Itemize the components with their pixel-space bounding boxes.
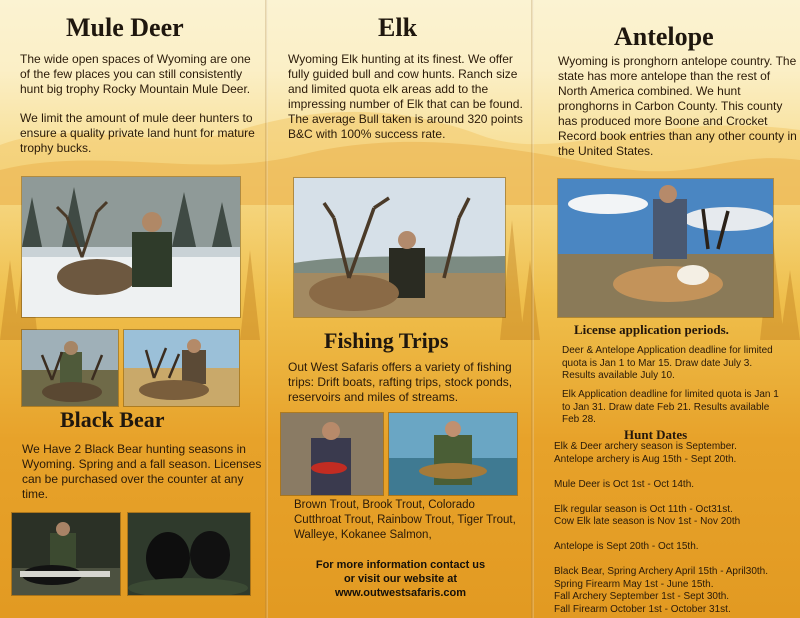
panel-mule-deer-bear — [0, 0, 265, 618]
hunt-date-line: Black Bear, Spring Archery April 15th - April30th. — [554, 566, 768, 577]
fishing-paragraph: Out West Safaris offers a variety of fishing trips: Drift boats, rafting trips, stock ponds, reservoirs and miles of streams. — [288, 360, 513, 404]
black-bear-title: Black Bear — [60, 407, 165, 432]
hunt-date-line — [554, 529, 794, 542]
antelope-title: Antelope — [614, 22, 714, 51]
deer-hunter-photo-2 — [123, 329, 240, 407]
hunt-date-line — [554, 466, 794, 479]
hunt-dates-list — [554, 441, 794, 616]
antelope-paragraph: Wyoming is pronghorn antelope country. The state has more antelope than the rest of North America combined. We hunt pronghorns in Carbon County. This county has produced more Boone and Crocket Record book entries than any other county in the United States. — [558, 54, 797, 158]
license-periods-title: License application periods. — [574, 322, 729, 337]
elk-photo — [293, 177, 506, 318]
hunt-date-line — [554, 554, 794, 567]
elk-title: Elk — [378, 13, 418, 42]
hunt-date-line — [554, 491, 794, 504]
hunt-date-line: Fall Archery September 1st - Sept 30th. — [554, 591, 730, 602]
contact-line-1: For more information contact us — [315, 559, 486, 571]
fishing-trips-title: Fishing Trips — [324, 328, 449, 353]
deer-hunter-photo — [21, 329, 119, 407]
mule-deer-title: Mule Deer — [66, 13, 184, 42]
hunt-date-line: Mule Deer is Oct 1st - Oct 14th. — [554, 478, 695, 490]
black-bear-night-photo — [127, 512, 251, 596]
black-bear-paragraph: We Have 2 Black Bear hunting seasons in Wyoming. Spring and a fall season. Licenses can be purchased over the counter at any time. — [22, 442, 262, 501]
website-link[interactable]: www.outwestsafaris.com — [334, 587, 467, 599]
fishing-photo-1 — [280, 412, 384, 496]
antelope-photo — [557, 178, 774, 318]
panel-elk-fishing — [268, 0, 530, 618]
deer-antelope-license-text: Deer & Antelope Application deadline for limited quota is Jan 1 to Mar 15. Draw date July 3. Results available July 10. — [562, 345, 773, 381]
black-bear-photo — [11, 512, 121, 596]
fishing-photo-2 — [388, 412, 518, 496]
panel-antelope-dates — [534, 0, 800, 618]
hunt-date-line: Spring Firearm May 1st - June 15th. — [554, 578, 714, 590]
hunt-date-line: Cow Elk late season is Nov 1st - Nov 20th — [554, 516, 741, 527]
mule-deer-paragraph-1: The wide open spaces of Wyoming are one of the few places you can still consistently hunt big trophy Rocky Mountain Mule Deer. — [20, 52, 251, 96]
hunt-date-line: Elk & Deer archery season is September. — [554, 441, 737, 452]
hunt-dates-title: Hunt Dates — [624, 427, 688, 442]
mule-deer-photo — [21, 176, 241, 318]
mule-deer-paragraph-2: We limit the amount of mule deer hunters to ensure a quality private land hunt for mature trophy bucks. — [20, 111, 255, 155]
hunt-date-line: Fall Firearm October 1st - October 31st. — [554, 603, 731, 615]
hunt-date-line: Antelope archery is Aug 15th - Sept 20th. — [554, 453, 737, 465]
hunt-date-line: Antelope is Sept 20th - Oct 15th. — [554, 541, 699, 552]
fish-species: Brown Trout, Brook Trout, Colorado Cutthroat Trout, Rainbow Trout, Tiger Trout, Walleye, Kokanee Salmon, — [294, 499, 516, 541]
elk-license-text: Elk Application deadline for limited quota is Jan 1 to Jan 31. Draw date Feb 21. Results available Feb 28. — [562, 389, 779, 425]
hunt-date-line: Elk regular season is Oct 11th - Oct31st. — [554, 503, 733, 515]
elk-paragraph: Wyoming Elk hunting at its finest. We offer fully guided bull and cow hunts. Ranch size and limited quota elk areas add to the impressing number of Elk that can be found. The average Bull taken is around 320 points B&C with 100% success rate. — [288, 52, 523, 141]
contact-line-2: or visit our website at — [343, 573, 458, 585]
